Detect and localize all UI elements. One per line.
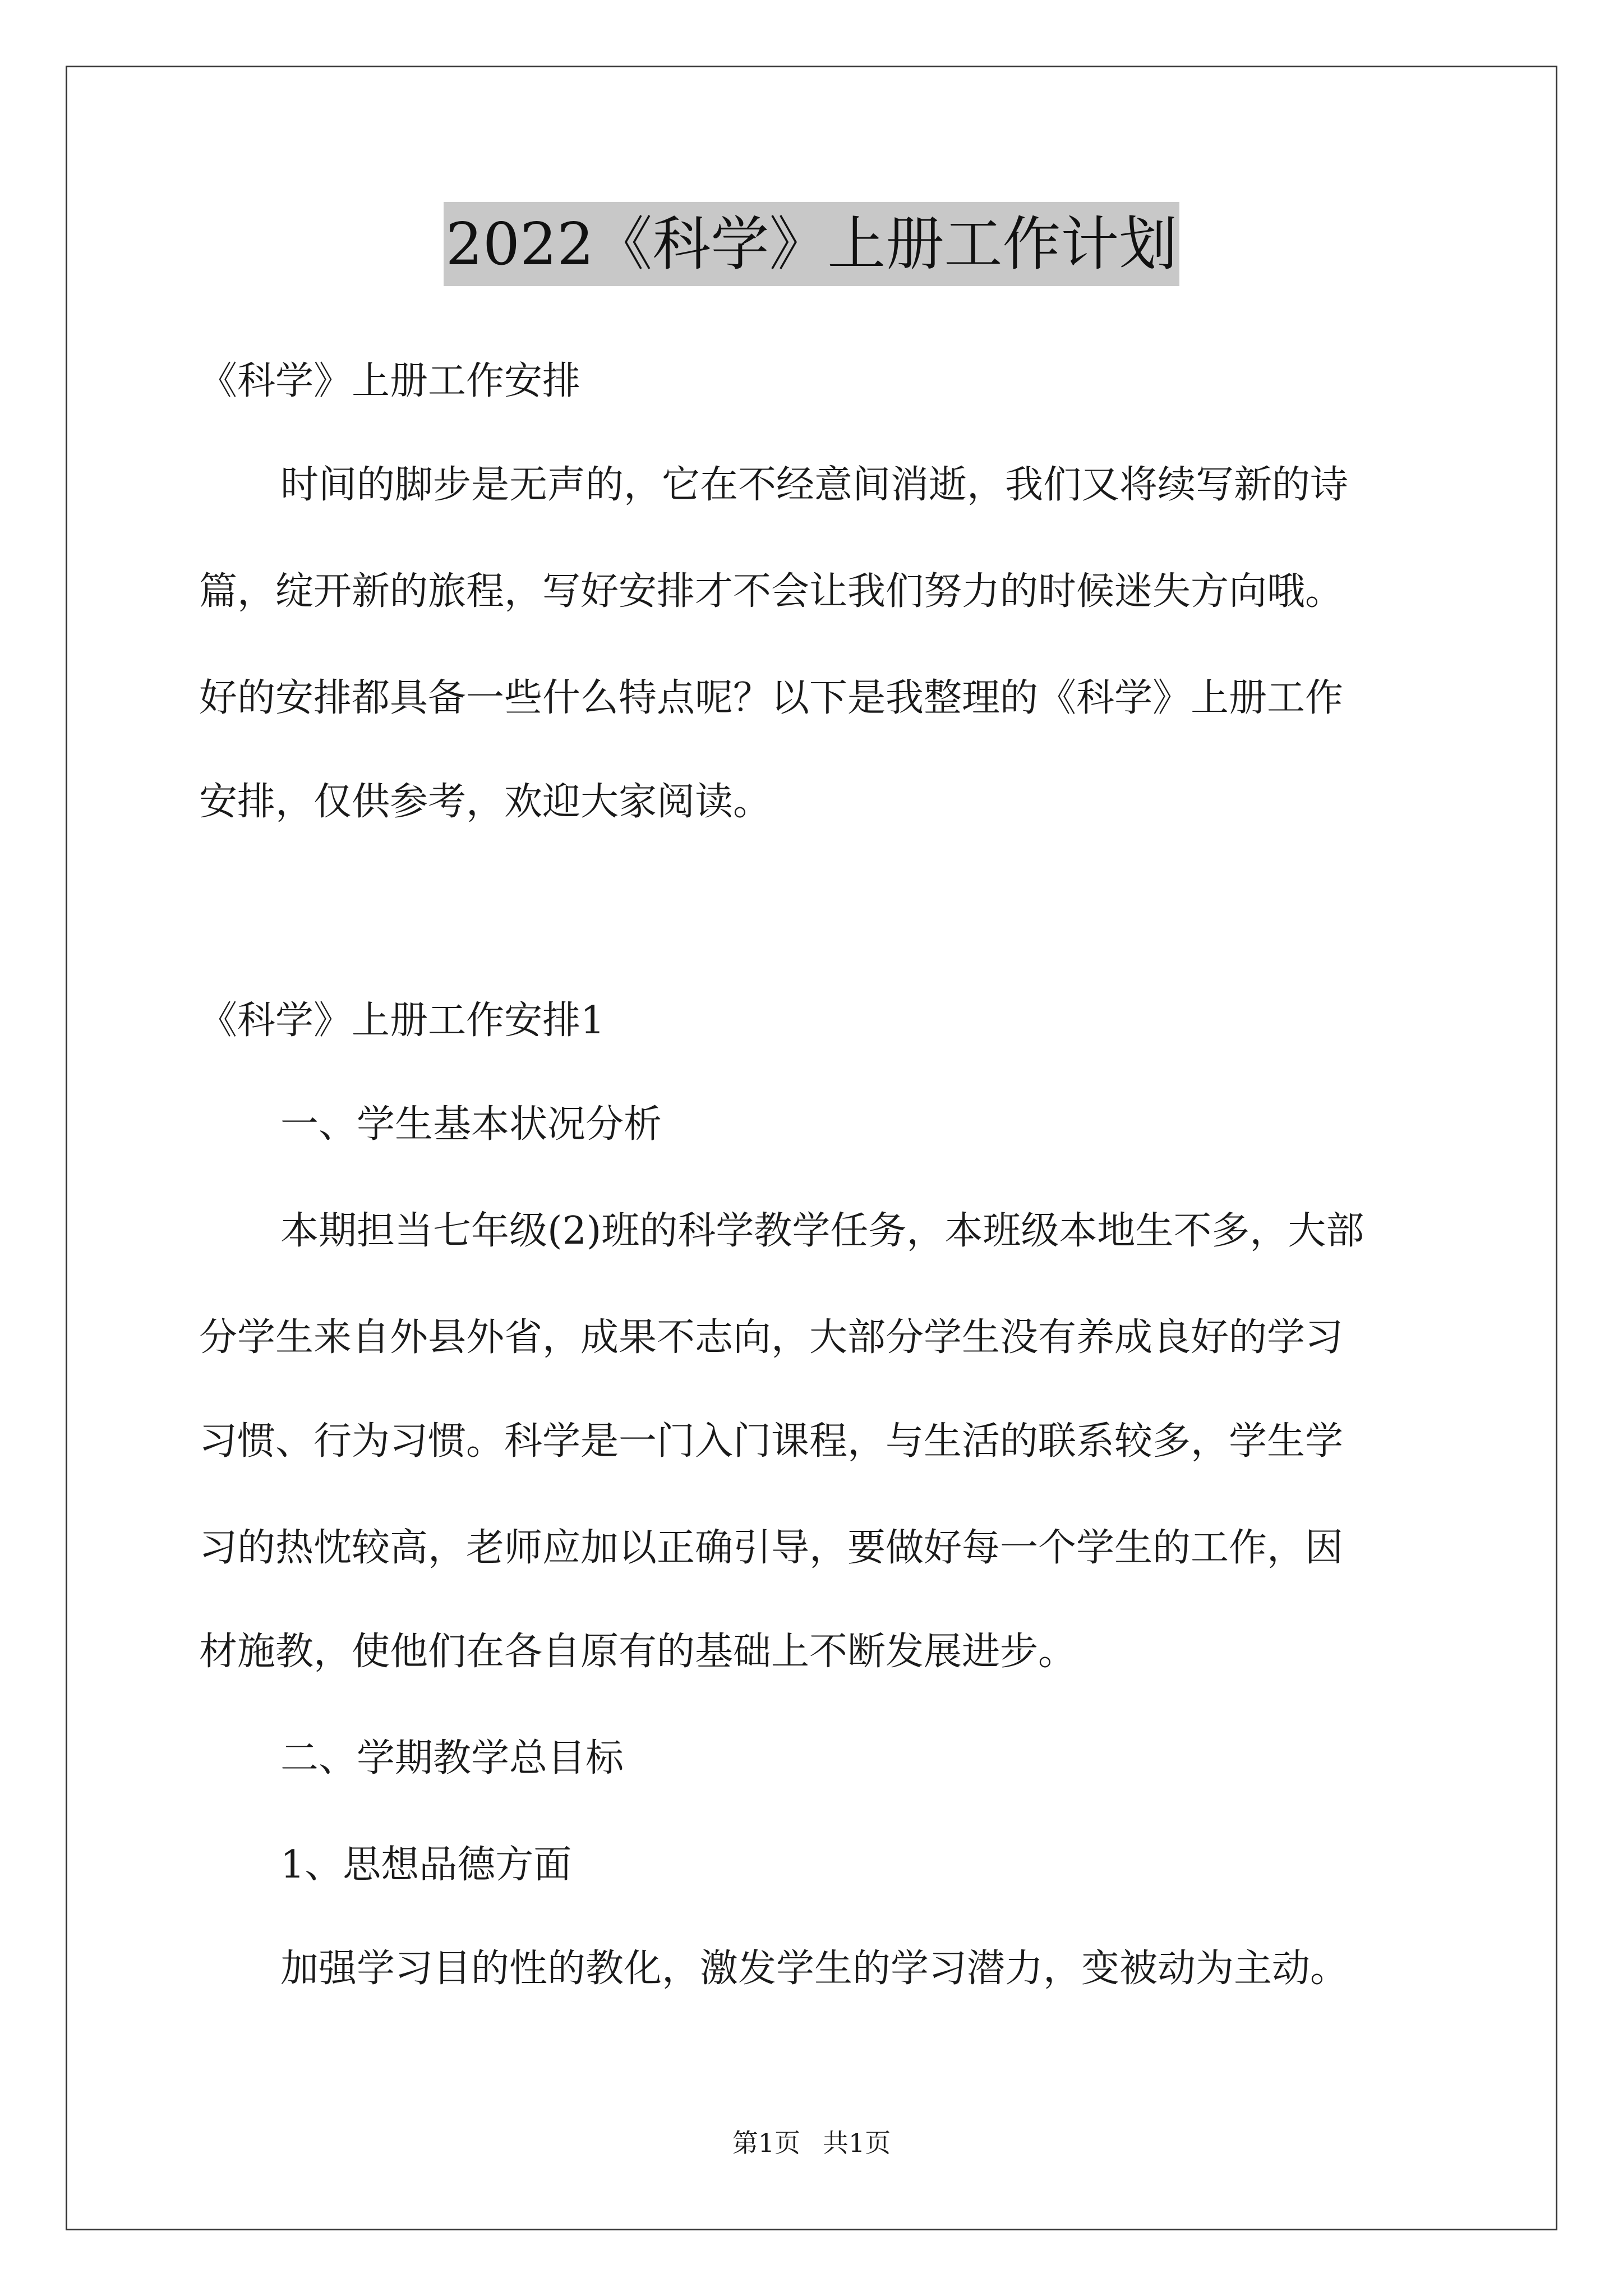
paragraph-line: 本期担当七年级(2)班的科学教学任务，本班级本地生不多，大部 (280, 1209, 1364, 1253)
paragraph-line: 篇，绽开新的旅程，写好安排才不会让我们努力的时候迷失方向哦。 (199, 569, 1344, 614)
paragraph-line: 安排，仅供参考，欢迎大家阅读。 (199, 780, 772, 824)
subsection-heading: 二、学期教学总目标 (280, 1736, 624, 1780)
subsection-heading: 1、思想品德方面 (280, 1843, 572, 1887)
title-block (0, 202, 1623, 286)
section-heading: 《科学》上册工作安排1 (199, 999, 605, 1043)
subsection-heading: 一、学生基本状况分析 (280, 1102, 662, 1147)
section-heading: 《科学》上册工作安排 (199, 359, 581, 403)
paragraph-line: 好的安排都具备一些什么特点呢？以下是我整理的《科学》上册工作 (199, 676, 1344, 720)
page-number-total: 共1页 (823, 2128, 891, 2158)
paragraph-line: 材施教，使他们在各自原有的基础上不断发展进步。 (199, 1630, 1077, 1674)
paragraph-line: 习的热忱较高，老师应加以正确引导，要做好每一个学生的工作，因 (199, 1526, 1344, 1570)
document-title: 2022《科学》上册工作计划 (444, 202, 1180, 286)
paragraph-line: 习惯、行为习惯。科学是一门入门课程，与生活的联系较多，学生学 (199, 1419, 1344, 1464)
paragraph-line: 时间的脚步是无声的，它在不经意间消逝，我们又将续写新的诗 (280, 463, 1349, 507)
paragraph-line: 加强学习目的性的教化，激发学生的学习潜力，变被动为主动。 (280, 1947, 1349, 1991)
page-footer (0, 2126, 1623, 2160)
page-number-current: 第1页 (732, 2128, 800, 2158)
paragraph-line: 分学生来自外县外省，成果不志向，大部分学生没有养成良好的学习 (199, 1315, 1344, 1360)
